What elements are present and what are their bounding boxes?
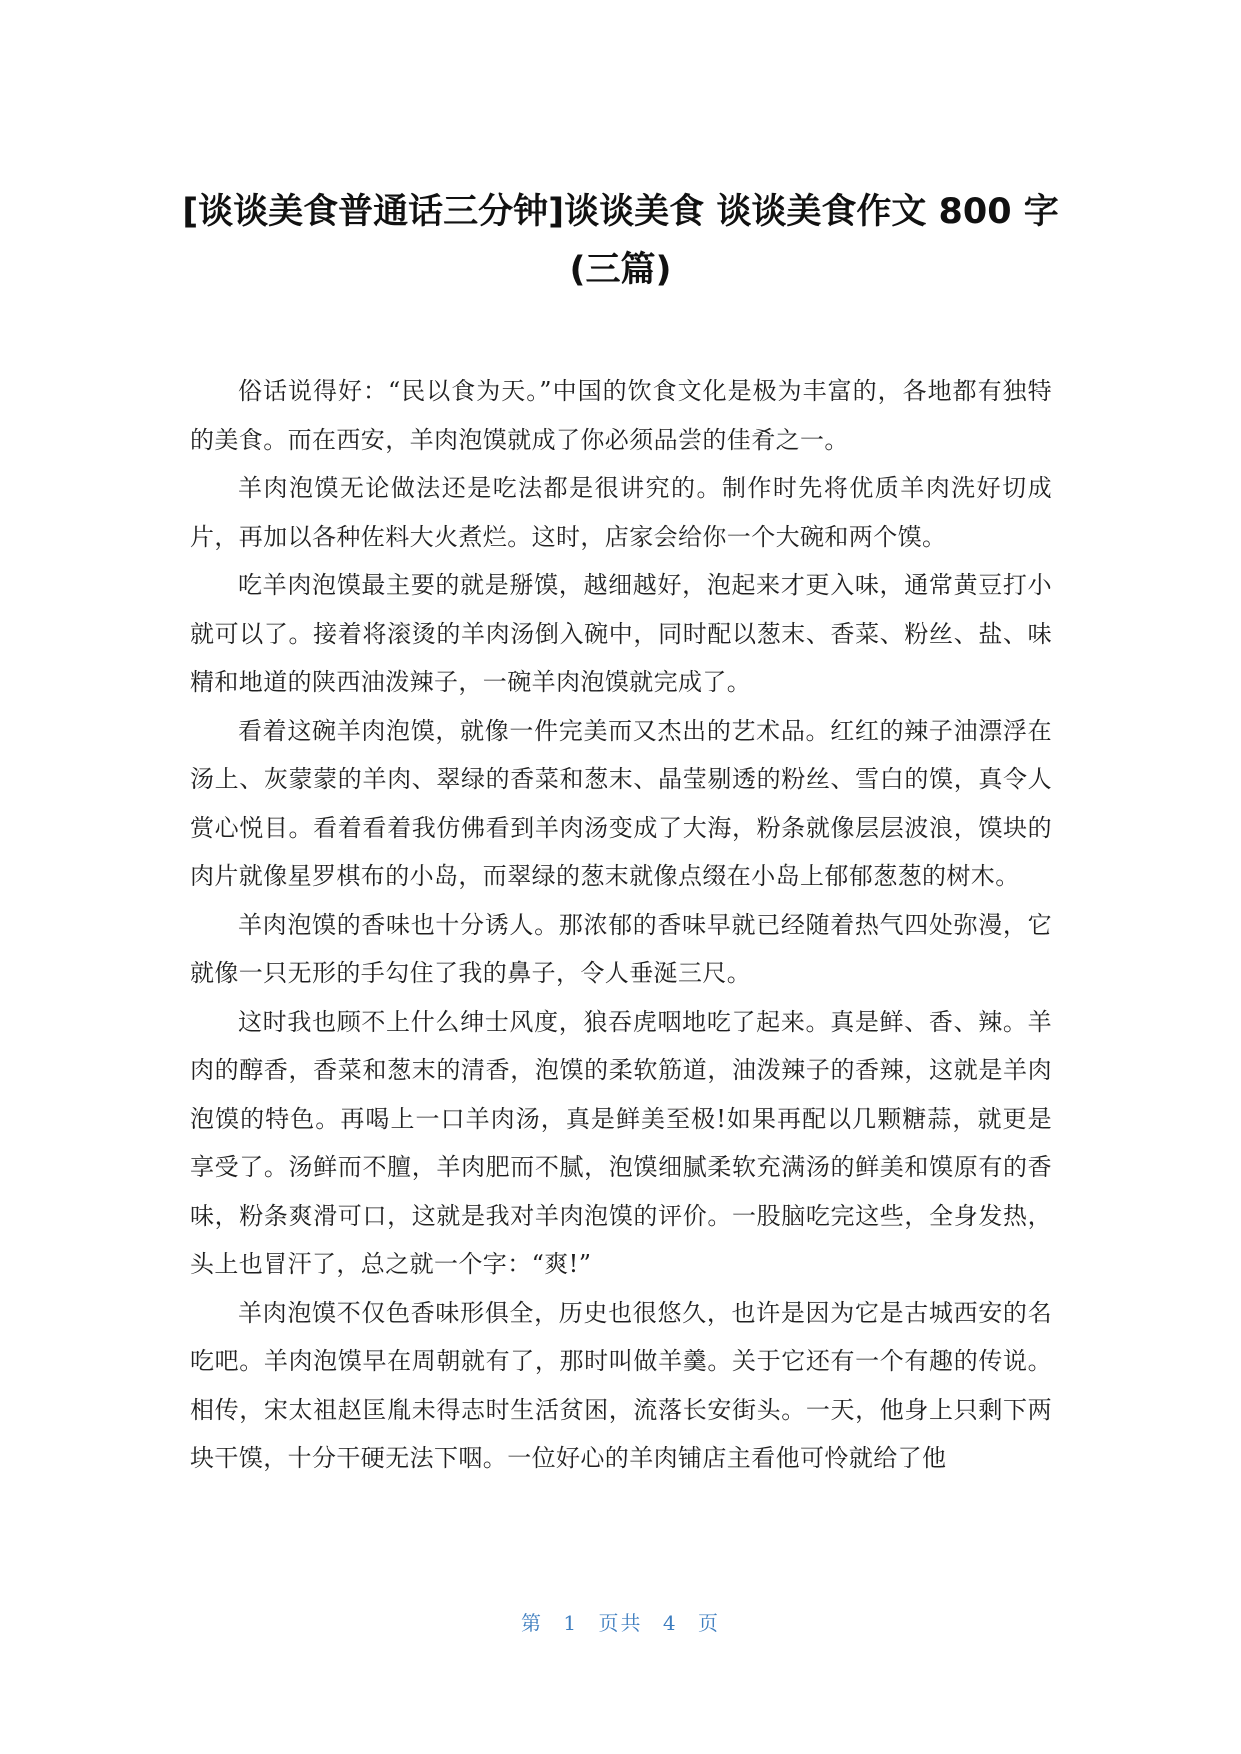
footer-total-pages: 4 <box>662 1611 678 1635</box>
paragraph: 羊肉泡馍不仅色香味形俱全，历史也很悠久，也许是因为它是古城西安的名吃吧。羊肉泡馍早在周朝就有了，那时叫做羊羹。关于它还有一个有趣的传说。相传，宋太祖赵匡胤未得志时生活贫困，流落长安街头。一天，他身上只剩下两块干馍，十分干硬无法下咽。一位好心的羊肉铺店主看他可怜就给了他 <box>190 1298 1052 1472</box>
title-line-1: [谈谈美食普通话三分钟]谈谈美食 谈谈美食作文 800 字 <box>182 192 1059 232</box>
page-footer <box>0 1607 1241 1636</box>
paragraph: 看着这碗羊肉泡馍，就像一件完美而又杰出的艺术品。红红的辣子油漂浮在汤上、灰蒙蒙的羊肉、翠绿的香菜和葱末、晶莹剔透的粉丝、雪白的馍，真令人赏心悦目。看着看着我仿佛看到羊肉汤变成了大海，粉条就像层层波浪，馍块的肉片就像星罗棋布的小岛，而翠绿的葱末就像点缀在小岛上郁郁葱葱的树木。 <box>190 716 1052 890</box>
document-title <box>150 183 1091 299</box>
footer-middle: 页共 <box>598 1611 643 1635</box>
paragraph: 这时我也顾不上什么绅士风度，狼吞虎咽地吃了起来。真是鲜、香、辣。羊肉的醇香，香菜和葱末的清香，泡馍的柔软筋道，油泼辣子的香辣，这就是羊肉泡馍的特色。再喝上一口羊肉汤，真是鲜美至极!如果再配以几颗糖蒜，就更是享受了。汤鲜而不膻，羊肉肥而不腻，泡馍细腻柔软充满汤的鲜美和馍原有的香味，粉条爽滑可口，这就是我对羊肉泡馍的评价。一股脑吃完这些，全身发热，头上也冒汗了，总之就一个字：“爽!” <box>190 1007 1052 1278</box>
footer-prefix: 第 <box>521 1611 544 1635</box>
paragraph: 俗话说得好：“民以食为天。”中国的饮食文化是极为丰富的，各地都有独特的美食。而在西安，羊肉泡馍就成了你必须品尝的佳肴之一。 <box>190 377 1052 454</box>
title-line-2: (三篇) <box>569 250 672 290</box>
paragraph: 吃羊肉泡馍最主要的就是掰馍，越细越好，泡起来才更入味，通常黄豆打小就可以了。接着将滚烫的羊肉汤倒入碗中，同时配以葱末、香菜、粉丝、盐、味精和地道的陕西油泼辣子，一碗羊肉泡馍就完成了。 <box>190 571 1052 696</box>
document-body <box>190 367 1052 1483</box>
paragraph: 羊肉泡馍无论做法还是吃法都是很讲究的。制作时先将优质羊肉洗好切成片，再加以各种佐料大火煮烂。这时，店家会给你一个大碗和两个馍。 <box>190 474 1052 551</box>
paragraph: 羊肉泡馍的香味也十分诱人。那浓郁的香味早就已经随着热气四处弥漫，它就像一只无形的手勾住了我的鼻子，令人垂涎三尺。 <box>190 910 1052 987</box>
footer-page-number: 1 <box>563 1611 579 1635</box>
footer-suffix: 页 <box>697 1611 720 1635</box>
